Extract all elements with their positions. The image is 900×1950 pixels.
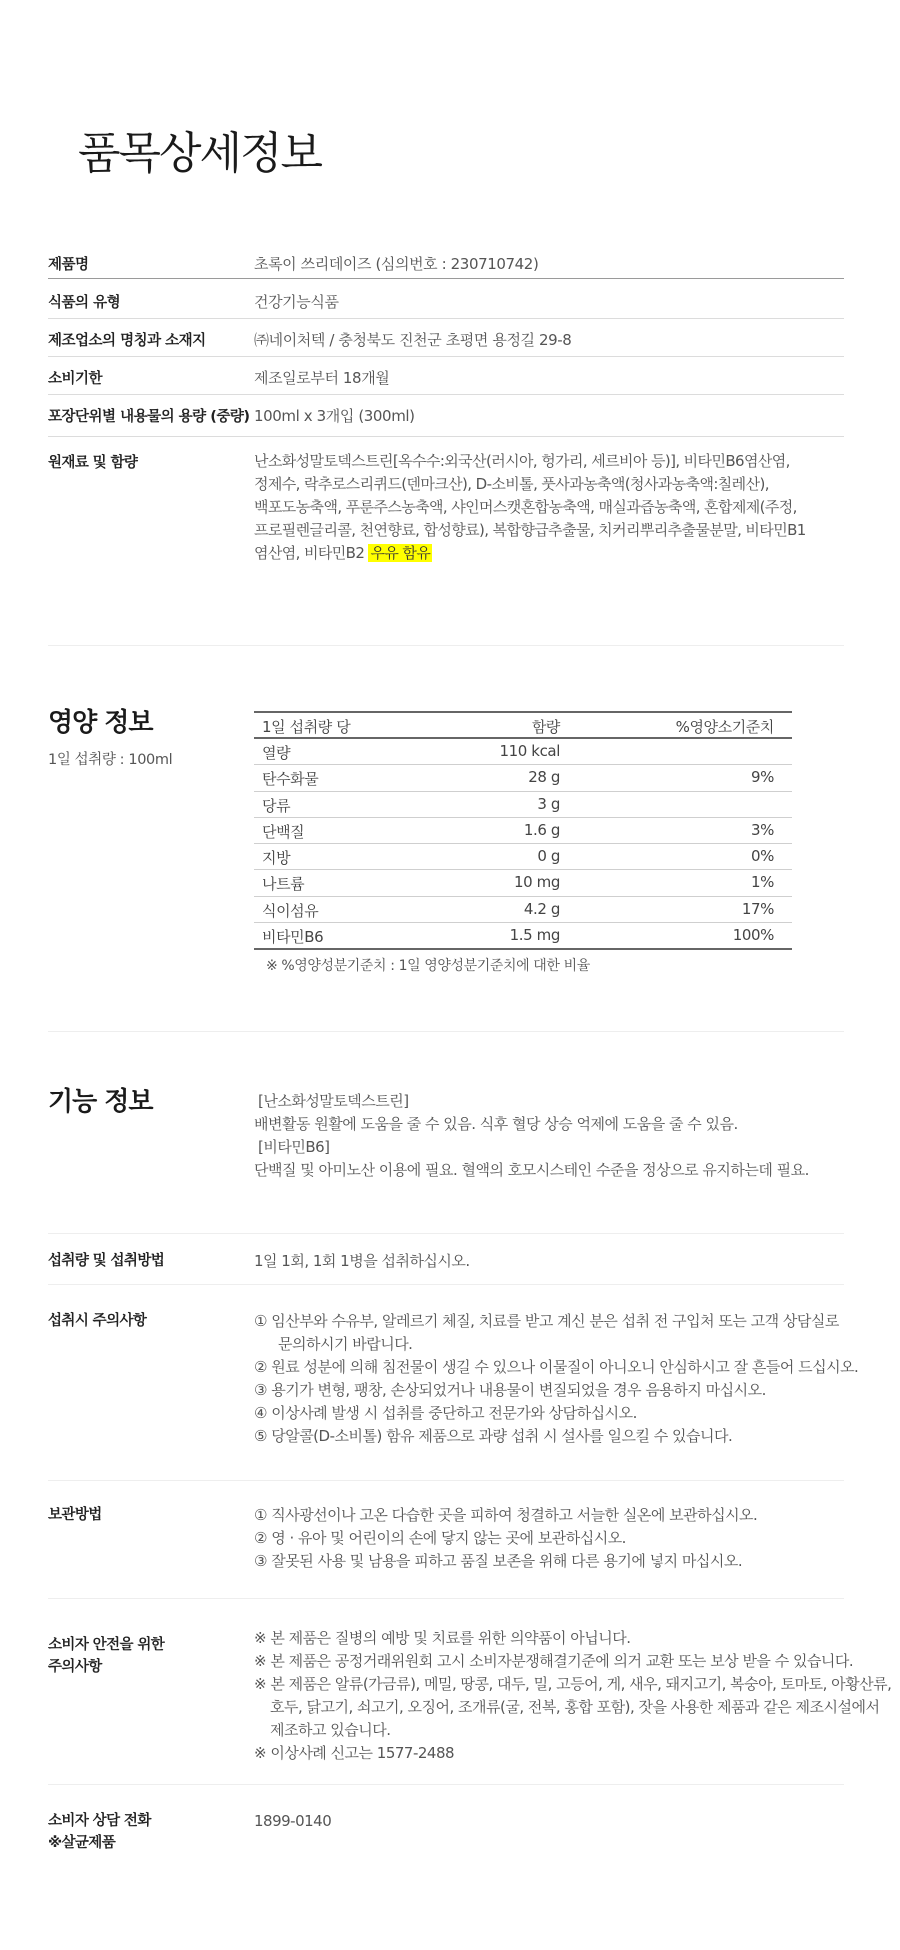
function-line: [난소화성말토덱스트린] bbox=[258, 1092, 409, 1110]
nutrient-amount: 1.6 g bbox=[523, 820, 560, 839]
caution-item: ② 원료 성분에 의해 침전물이 생길 수 있으나 이물질이 아니오니 안심하시고 잘 흔들어 드십시오. bbox=[254, 1358, 859, 1376]
table-row bbox=[254, 923, 792, 950]
function-text bbox=[254, 1090, 809, 1182]
consult-label bbox=[48, 1810, 151, 1854]
nutrient-percent: 9% bbox=[751, 768, 774, 787]
row-divider bbox=[48, 356, 844, 357]
table-row bbox=[254, 897, 792, 923]
nutrient-percent: 3% bbox=[751, 820, 774, 839]
info-label: 제조업소의 명칭과 소재지 bbox=[48, 333, 206, 349]
nutrition-header-cell: 함량 bbox=[531, 718, 560, 736]
safety-item: ※ 본 제품은 질병의 예방 및 치료를 위한 의약품이 아닙니다. bbox=[254, 1629, 631, 1647]
cautions-label: 섭취시 주의사항 bbox=[48, 1313, 147, 1329]
nutrition-serving: 1일 섭취량 : 100ml bbox=[48, 752, 173, 768]
cautions-list bbox=[254, 1310, 858, 1448]
allergen-highlight: 우유 함유 bbox=[370, 544, 431, 562]
storage-list bbox=[254, 1504, 757, 1573]
section-divider bbox=[48, 645, 844, 646]
ingredients-last-text: 염산염, 비타민B2 bbox=[254, 544, 365, 562]
nutrient-amount: 110 kcal bbox=[499, 742, 560, 760]
caution-item: ④ 이상사례 발생 시 섭취를 중단하고 전문가와 상담하십시오. bbox=[254, 1404, 637, 1422]
nutrient-name: 단백질 bbox=[262, 822, 305, 841]
info-label: 식품의 유형 bbox=[48, 295, 121, 311]
caution-item: ① 임산부와 수유부, 알레르기 체질, 치료를 받고 계신 분은 섭취 전 구입처 또는 고객 상담실로 bbox=[254, 1312, 839, 1330]
ingredients-line: 정제수, 락추로스리퀴드(덴마크산), D-소비톨, 풋사과농축액(청사과농축액:칠레산), bbox=[254, 475, 769, 493]
nutrient-amount: 10 mg bbox=[514, 873, 560, 892]
row-divider bbox=[48, 436, 844, 437]
info-value: ㈜네이처텍 / 충청북도 진천군 초평면 용정길 29-8 bbox=[254, 331, 572, 349]
storage-item: ② 영 · 유아 및 어린이의 손에 닿지 않는 곳에 보관하십시오. bbox=[254, 1529, 626, 1547]
safety-label bbox=[48, 1634, 164, 1678]
caution-item: ③ 용기가 변형, 팽창, 손상되었거나 내용물이 변질되었을 경우 음용하지 마십시오. bbox=[254, 1381, 766, 1399]
table-row bbox=[254, 765, 792, 791]
table-row bbox=[254, 844, 792, 870]
info-value: 제조일로부터 18개월 bbox=[254, 369, 390, 387]
safety-label-line: 주의사항 bbox=[48, 1659, 102, 1675]
nutrient-name: 당류 bbox=[262, 796, 291, 815]
nutrient-name: 나트륨 bbox=[262, 875, 305, 894]
function-line: 배변활동 원활에 도움을 줄 수 있음. 식후 혈당 상승 억제에 도움을 줄 수 있음. bbox=[254, 1115, 738, 1133]
caution-item: ⑤ 당알콜(D-소비톨) 함유 제품으로 과량 섭취 시 설사를 일으킬 수 있습니다. bbox=[254, 1427, 733, 1445]
sterilized-note: ※살균제품 bbox=[48, 1835, 116, 1851]
caution-item-continued: 문의하시기 바랍니다. bbox=[278, 1335, 413, 1353]
nutrient-percent: 100% bbox=[732, 926, 774, 945]
storage-item: ① 직사광선이나 고온 다습한 곳을 피하여 청결하고 서늘한 실온에 보관하십시오. bbox=[254, 1506, 758, 1524]
nutrient-amount: 0 g bbox=[537, 847, 560, 866]
ingredients-line: 프로필렌글리콜, 천연향료, 합성향료), 복합향급추출물, 치커리뿌리추출물분말, 비타민B1 bbox=[254, 521, 806, 539]
intake-value: 1일 1회, 1회 1병을 섭취하십시오. bbox=[254, 1252, 470, 1270]
intake-label: 섭취량 및 섭취방법 bbox=[48, 1253, 165, 1269]
page-title: 품목상세정보 bbox=[78, 128, 322, 179]
section-divider bbox=[48, 1480, 844, 1481]
nutrition-header-cell: %영양소기준치 bbox=[675, 718, 774, 736]
ingredients-last-line bbox=[254, 542, 844, 565]
safety-item: ※ 이상사례 신고는 1577-2488 bbox=[254, 1744, 455, 1762]
row-divider bbox=[48, 318, 844, 319]
ingredients-text bbox=[254, 450, 844, 565]
ingredients-line: 백포도농축액, 푸룬주스농축액, 샤인머스캣혼합농축액, 매실과즙농축액, 혼합제제(주정, bbox=[254, 498, 797, 516]
nutrient-amount: 3 g bbox=[537, 794, 560, 813]
table-row bbox=[254, 792, 792, 818]
info-label: 제품명 bbox=[48, 257, 89, 273]
storage-item: ③ 잘못된 사용 및 남용을 피하고 품질 보존을 위해 다른 용기에 넣지 마십시오. bbox=[254, 1552, 743, 1570]
nutrition-title: 영양 정보 bbox=[48, 708, 153, 738]
nutrition-table bbox=[254, 711, 792, 950]
storage-label: 보관방법 bbox=[48, 1507, 102, 1523]
safety-label-line: 소비자 안전을 위한 bbox=[48, 1637, 165, 1653]
nutrition-footnote: ※ %영양성분기준치 : 1일 영양성분기준치에 대한 비율 bbox=[266, 958, 590, 974]
consult-label-line: 소비자 상담 전화 bbox=[48, 1813, 151, 1829]
safety-item-continued: 호두, 닭고기, 쇠고기, 오징어, 조개류(굴, 전복, 홍합 포함), 잣을 사용한 제품과 같은 제조시설에서 bbox=[270, 1698, 880, 1716]
nutrition-header-row bbox=[254, 711, 792, 739]
nutrient-name: 비타민B6 bbox=[262, 928, 324, 947]
function-line: [비타민B6] bbox=[258, 1138, 330, 1156]
table-row bbox=[254, 870, 792, 896]
nutrient-amount: 1.5 mg bbox=[509, 926, 560, 945]
nutrient-amount: 4.2 g bbox=[523, 899, 560, 918]
safety-item-continued: 제조하고 있습니다. bbox=[270, 1721, 391, 1739]
nutrient-percent: 17% bbox=[741, 899, 774, 918]
info-value: 초록이 쓰리데이즈 (심의번호 : 230710742) bbox=[254, 255, 539, 273]
info-value: 100ml x 3개입 (300ml) bbox=[254, 407, 415, 425]
info-value: 건강기능식품 bbox=[254, 293, 339, 311]
nutrition-header-cell: 1일 섭취량 당 bbox=[262, 718, 351, 736]
function-line: 단백질 및 아미노산 이용에 필요. 혈액의 호모시스테인 수준을 정상으로 유지하는데 필요. bbox=[254, 1161, 809, 1179]
nutrient-name: 탄수화물 bbox=[262, 770, 319, 789]
section-divider bbox=[48, 1598, 844, 1599]
section-divider bbox=[48, 1784, 844, 1785]
nutrient-name: 지방 bbox=[262, 849, 291, 868]
nutrient-name: 열량 bbox=[262, 744, 291, 762]
section-divider bbox=[48, 1284, 844, 1285]
info-label: 소비기한 bbox=[48, 371, 103, 387]
nutrient-percent: 0% bbox=[751, 847, 774, 866]
safety-list bbox=[254, 1627, 891, 1765]
ingredients-line: 난소화성말토덱스트린[옥수수:외국산(러시아, 헝가리, 세르비아 등)], 비타민B6염산염, bbox=[254, 452, 790, 470]
section-divider bbox=[48, 1233, 844, 1234]
ingredients-label: 원재료 및 함량 bbox=[48, 455, 138, 471]
safety-item: ※ 본 제품은 알류(가금류), 메밀, 땅콩, 대두, 밀, 고등어, 게, 새우, 돼지고기, 복숭아, 토마토, 아황산류, bbox=[254, 1675, 892, 1693]
function-title: 기능 정보 bbox=[48, 1087, 153, 1117]
info-label: 포장단위별 내용물의 용량 (중량) bbox=[48, 409, 250, 425]
table-top-border bbox=[48, 278, 844, 279]
nutrient-amount: 28 g bbox=[528, 768, 560, 787]
nutrient-percent: 1% bbox=[751, 873, 774, 892]
safety-item: ※ 본 제품은 공정거래위원회 고시 소비자분쟁해결기준에 의거 교환 또는 보상 받을 수 있습니다. bbox=[254, 1652, 854, 1670]
nutrient-name: 식이섬유 bbox=[262, 901, 319, 920]
row-divider bbox=[48, 394, 844, 395]
table-row bbox=[254, 818, 792, 844]
table-row bbox=[254, 739, 792, 765]
section-divider bbox=[48, 1031, 844, 1032]
consult-phone: 1899-0140 bbox=[254, 1812, 332, 1830]
